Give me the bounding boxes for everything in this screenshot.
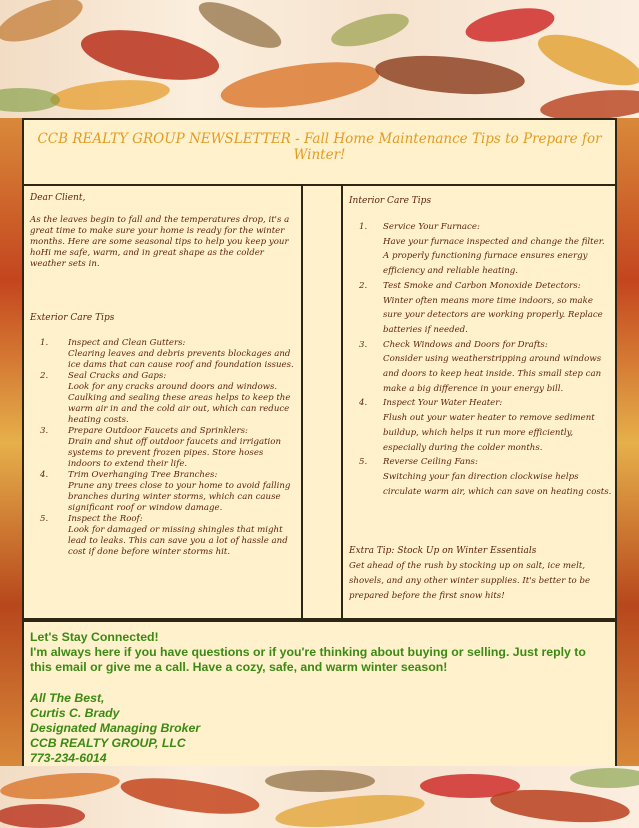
- closing: All The Best,: [30, 691, 105, 705]
- interior-tips-list: [347, 220, 613, 499]
- list-item: 1. Service Your Furnace: Have your furnace inspected and change the filter. A properly functioning furnace ensures energy efficiency and reliable heating.: [347, 220, 613, 279]
- list-item: 1. Inspect and Clean Gutters: Clearing leaves and debris prevents blockages and ice dams that can cause roof and foundation issues.: [30, 338, 296, 371]
- footer-heading: Let's Stay Connected!: [30, 630, 159, 644]
- exterior-tips-list: [30, 338, 296, 558]
- footer-message: I'm always here if you have questions or if you're thinking about buying or selling. Just reply to this email or give me a call. Have a cozy, safe, and warm winter season!: [30, 645, 586, 674]
- newsletter-sheet: [22, 118, 617, 768]
- list-item: 5. Reverse Ceiling Fans: Switching your fan direction clockwise helps circulate warm air, which can save on heating costs.: [347, 455, 613, 499]
- newsletter-title-box: [22, 118, 617, 184]
- tip-title: Trim Overhanging Tree Branches:: [68, 470, 218, 480]
- tip-title: Check Windows and Doors for Drafts:: [383, 339, 548, 350]
- intro-paragraph: As the leaves begin to fall and the temperatures drop, it's a great time to make sure your home is ready for the winter months. Here are some seasonal tips to help you keep your hoHi me safe, warm, and in great shape as the colder weather sets in.: [30, 215, 290, 269]
- autumn-leaves-illustration: [0, 0, 639, 120]
- tip-text: Look for any cracks around doors and windows. Caulking and sealing these areas helps to keep the warm air in and the cold air out, which can reduce heating costs.: [68, 382, 291, 425]
- list-item: 4. Trim Overhanging Tree Branches: Prune any trees close to your home to avoid falling branches during winter storms, which can cause significant roof or window damage.: [30, 470, 296, 514]
- autumn-leaves-illustration: [0, 766, 639, 828]
- tip-text: Flush out your water heater to remove sediment buildup, which helps it run more efficiently, especially during the colder months.: [383, 413, 595, 453]
- tip-title: Seal Cracks and Gaps:: [68, 371, 167, 381]
- autumn-leaves-banner-bottom: [0, 766, 639, 828]
- tip-text: Prune any trees close to your home to avoid falling branches during winter storms, which can cause significant roof or window damage.: [68, 481, 291, 513]
- agent-role: Designated Managing Broker: [30, 721, 201, 735]
- tip-text: Clearing leaves and debris prevents blockages and ice dams that can cause roof and foundation issues.: [68, 349, 294, 370]
- left-column: [22, 184, 303, 620]
- tip-text: Winter often means more time indoors, so make sure your detectors are working properly. Replace batteries if needed.: [383, 295, 603, 335]
- list-item: 2. Test Smoke and Carbon Monoxide Detectors: Winter often means more time indoors, so make sure your detectors are working properly. Replace batteries if needed.: [347, 279, 613, 338]
- list-item: 5. Inspect the Roof: Look for damaged or missing shingles that might lead to leaks. This can save you a lot of hassle and cost if done before winter storms hit.: [30, 514, 296, 558]
- list-item: 2. Seal Cracks and Gaps: Look for any cracks around doors and windows. Caulking and sealing these areas helps to keep the warm air in and the cold air out, which can reduce heating costs.: [30, 371, 296, 426]
- exterior-section-title: Exterior Care Tips: [30, 313, 115, 323]
- contact-footer: [22, 620, 617, 768]
- tip-title: Reverse Ceiling Fans:: [383, 457, 478, 468]
- tip-text: Look for damaged or missing shingles that might lead to leaks. This can save you a lot of hassle and cost if done before winter storms hit.: [68, 525, 288, 557]
- company-name: CCB REALTY GROUP, LLC: [30, 736, 186, 750]
- tip-title: Inspect and Clean Gutters:: [68, 338, 186, 348]
- tip-text: Drain and shut off outdoor faucets and irrigation systems to prevent frozen pipes. Store hoses indoors to extend their life.: [68, 437, 282, 469]
- tip-text: Have your furnace inspected and change the filter. A properly functioning furnace ensures energy efficiency and reliable heating.: [383, 236, 605, 277]
- list-item: 4. Inspect Your Water Heater: Flush out your water heater to remove sediment buildup, which helps it run more efficiently, especially during the colder months.: [347, 396, 613, 455]
- phone-number: 773-234-6014: [30, 751, 107, 765]
- tip-text: Switching your fan direction clockwise helps circulate warm air, which can save on heating costs.: [383, 471, 612, 497]
- autumn-leaves-banner-top: [0, 0, 639, 120]
- tip-title: Service Your Furnace:: [383, 222, 480, 232]
- right-leaves-border: [617, 118, 639, 768]
- right-column: [341, 184, 617, 620]
- tip-title: Inspect the Roof:: [68, 514, 143, 524]
- greeting: Dear Client,: [30, 193, 86, 203]
- agent-name: Curtis C. Brady: [30, 706, 120, 720]
- tip-title: Inspect Your Water Heater:: [383, 398, 503, 409]
- extra-tip-title: Extra Tip: Stock Up on Winter Essentials: [349, 546, 537, 556]
- tip-title: Prepare Outdoor Faucets and Sprinklers:: [68, 426, 248, 436]
- left-leaves-border: [0, 118, 22, 768]
- tip-text: Consider using weatherstripping around windows and doors to keep heat inside. This small step can make a big difference in your energy bill.: [383, 354, 602, 394]
- tip-title: Test Smoke and Carbon Monoxide Detectors:: [383, 280, 581, 291]
- list-item: 3. Prepare Outdoor Faucets and Sprinklers: Drain and shut off outdoor faucets and irrigation systems to prevent frozen pipes. Store hoses indoors to extend their life.: [30, 426, 296, 470]
- extra-tip-text: Get ahead of the rush by stocking up on salt, ice melt, shovels, and any other winter supplies. It's better to be prepared before the first snow hits!: [349, 561, 591, 601]
- column-divider: [301, 184, 343, 620]
- interior-section-title: Interior Care Tips: [349, 196, 432, 206]
- newsletter-title: CCB REALTY GROUP NEWSLETTER - Fall Home Maintenance Tips to Prepare for Winter!: [37, 131, 602, 163]
- list-item: 3. Check Windows and Doors for Drafts: Consider using weatherstripping around windows and doors to keep heat inside. This small step can make a big difference in your energy bill.: [347, 338, 613, 397]
